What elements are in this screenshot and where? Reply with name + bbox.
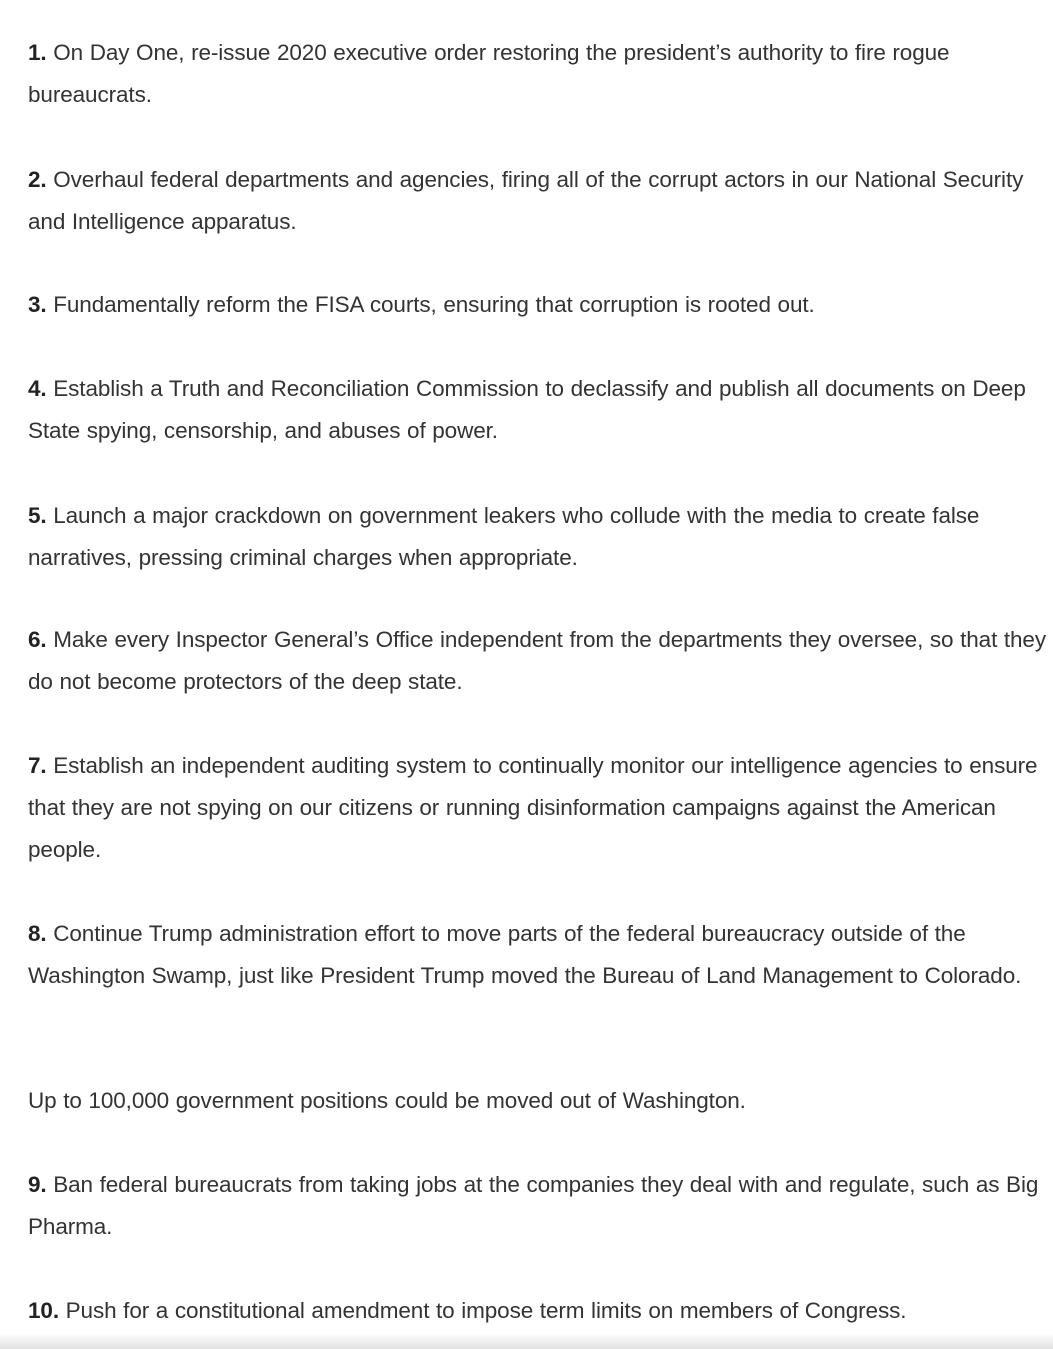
item-number: 4. xyxy=(28,376,47,401)
item-text: Push for a constitutional amendment to impose term limits on members of Congress. xyxy=(58,1298,907,1323)
item-text: Establish an independent auditing system to continually monitor our intelligence agencies to ensure that they are not spying on our citizens or running disinformation campaigns against the American people. xyxy=(28,753,1038,862)
item-text: Launch a major crackdown on government leakers who collude with the media to create false narratives, pressing criminal charges when appropriate. xyxy=(28,503,980,570)
list-item-9 xyxy=(28,1164,1049,1248)
list-item-7 xyxy=(28,745,1049,871)
note-paragraph: Up to 100,000 government positions could be moved out of Washington. xyxy=(28,1088,746,1113)
list-item-8 xyxy=(28,913,1049,997)
list-item-4 xyxy=(28,368,1049,452)
list-item-6 xyxy=(28,619,1049,703)
item-number: 9. xyxy=(28,1172,47,1197)
list-item-2 xyxy=(28,159,1049,243)
list-item-10 xyxy=(28,1290,1049,1332)
item-text: Continue Trump administration effort to move parts of the federal bureaucracy outside of the Washington Swamp, just like President Trump moved the Bureau of Land Management to Colorado. xyxy=(28,921,1022,988)
item-number: 2. xyxy=(28,167,47,192)
item-text: On Day One, re-issue 2020 executive order restoring the president’s authority to fire rogue bureaucrats. xyxy=(28,40,950,107)
item-number: 1. xyxy=(28,40,47,65)
item-number: 8. xyxy=(28,921,47,946)
item-number: 6. xyxy=(28,627,47,652)
item-number: 7. xyxy=(28,753,47,778)
list-item-1 xyxy=(28,32,1049,116)
item-number: 10. xyxy=(28,1298,59,1323)
item-text: Ban federal bureaucrats from taking jobs at the companies they deal with and regulate, such as Big Pharma. xyxy=(28,1172,1039,1239)
item-text: Overhaul federal departments and agencies, firing all of the corrupt actors in our National Security and Intelligence apparatus. xyxy=(28,167,1024,234)
bottom-edge-shadow xyxy=(0,1333,1053,1349)
item-text: Make every Inspector General’s Office independent from the departments they oversee, so that they do not become protectors of the deep state. xyxy=(28,627,1046,694)
list-item-3 xyxy=(28,284,1049,326)
item-number: 3. xyxy=(28,292,47,317)
item-number: 5. xyxy=(28,503,47,528)
item-text: Fundamentally reform the FISA courts, ensuring that corruption is rooted out. xyxy=(46,292,815,317)
item-text: Establish a Truth and Reconciliation Commission to declassify and publish all documents on Deep State spying, censorship, and abuses of power. xyxy=(28,376,1026,443)
list-item-5 xyxy=(28,495,1049,579)
